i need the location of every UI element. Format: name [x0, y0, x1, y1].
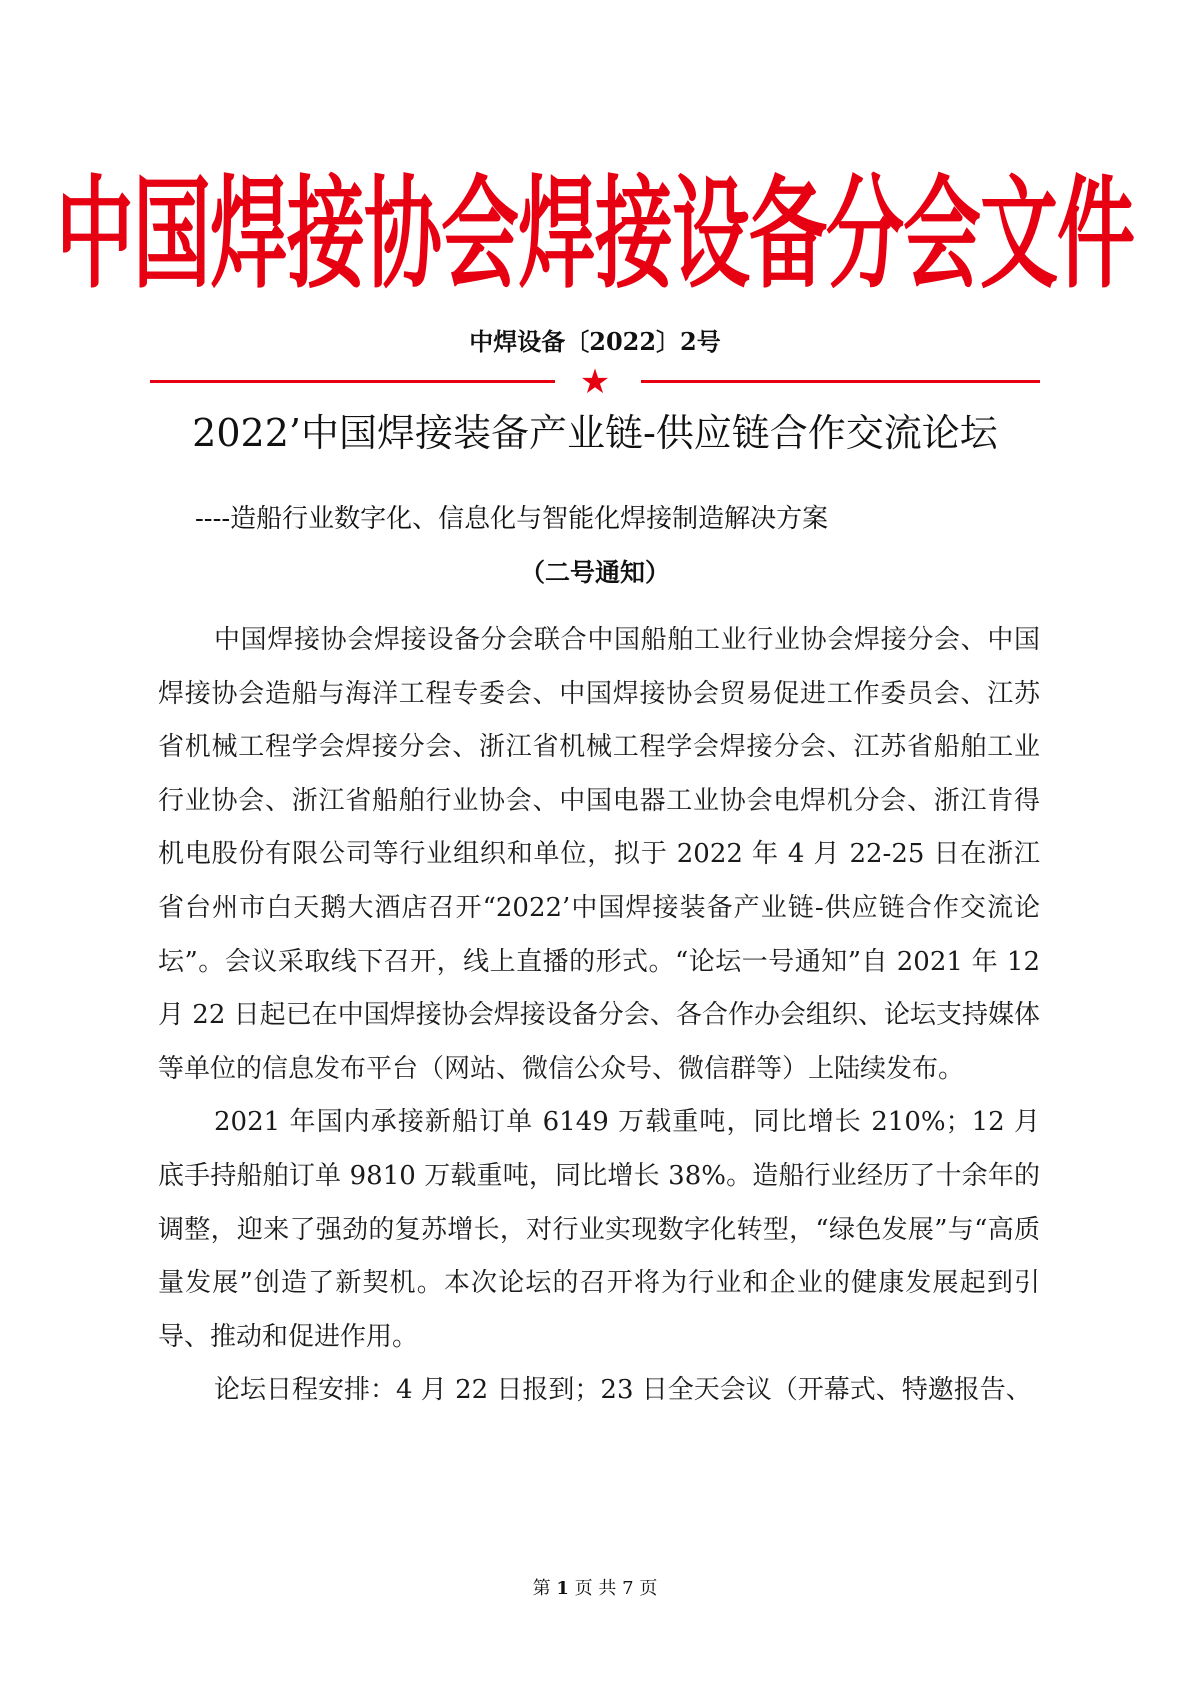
star-icon: ★: [579, 362, 611, 402]
footer-middle: 页 共: [574, 1578, 617, 1599]
forum-subtitle: ----造船行业数字化、信息化与智能化焊接制造解决方案: [195, 504, 829, 534]
footer-prefix: 第: [532, 1578, 551, 1599]
forum-title: 2022’中国焊接装备产业链-供应链合作交流论坛: [192, 411, 998, 455]
red-divider-right: [641, 380, 1040, 383]
body-text: [158, 614, 1040, 1418]
paragraph: 2021 年国内承接新船订单 6149 万载重吨，同比增长 210%；12 月底手持船舶订单 9810 万载重吨，同比增长 38%。造船行业经历了十余年的调整，迎来了强劲的复苏增长，对行业实现数字化转型，“绿色发展”与“高质量发展”创造了新契机。本次论坛的召开将为行业和企业的健康发展起到引导、推动和促进作用。: [158, 1107, 1040, 1352]
paragraph: 中国焊接协会焊接设备分会联合中国船舶工业行业协会焊接分会、中国焊接协会造船与海洋工程专委会、中国焊接协会贸易促进工作委员会、江苏省机械工程学会焊接分会、浙江省机械工程学会焊接分会、江苏省船舶工业行业协会、浙江省船舶行业协会、中国电器工业协会电焊机分会、浙江肯得机电股份有限公司等行业组织和单位，拟于 2022 年 4 月 22-25 日在浙江省台州市白天鹅大酒店召开“2022’中国焊接装备产业链-供应链合作交流论坛”。会议采取线下召开，线上直播的形式。“论坛一号通知”自 2021 年 12 月 22 日起已在中国焊接协会焊接设备分会、各合作办会组织、论坛支持媒体等单位的信息发布平台（网站、微信公众号、微信群等）上陆续发布。: [158, 625, 1040, 1084]
page-total: 7: [622, 1578, 634, 1599]
footer-suffix: 页: [639, 1578, 658, 1599]
notice-label: （二号通知）: [519, 558, 670, 587]
page-number: 1: [556, 1578, 569, 1599]
paragraph: 论坛日程安排：4 月 22 日报到；23 日全天会议（开幕式、特邀报告、: [214, 1375, 1032, 1406]
org-header-title: 中国焊接协会焊接设备分会文件: [56, 166, 1135, 306]
red-divider-left: [150, 380, 555, 383]
page-footer: [0, 1574, 1190, 1600]
document-number: 中焊设备〔2022〕2号: [469, 327, 721, 356]
